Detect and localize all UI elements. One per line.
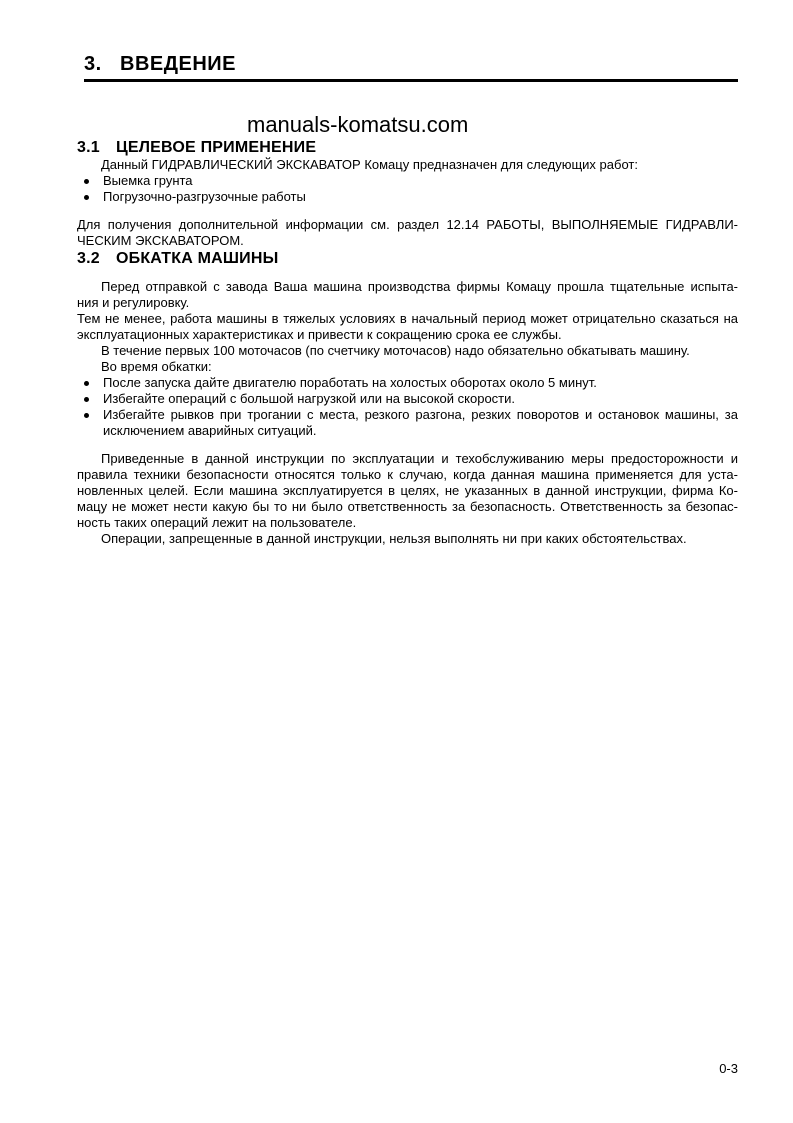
paragraph-liability: [77, 451, 738, 531]
watermark-text: manuals-komatsu.com: [247, 112, 469, 137]
paragraph-more-info: [77, 217, 738, 249]
text-line: Избегайте операций с большой нагрузкой или на высокой скорости.: [103, 391, 516, 406]
text-line: исключением аварийных ситуаций.: [103, 423, 317, 438]
chapter-number: 3.: [84, 53, 102, 75]
list-item-text: [103, 375, 738, 391]
text-line: Избегайте рывков при трогании с места, резкого разгона, резких поворотов и остановок машины, за: [103, 407, 738, 422]
text-line: ЧЕСКИМ ЭКСКАВАТОРОМ.: [77, 233, 244, 248]
text-line: мацу не может нести какую бы то ни было ответственность за безопасность. Ответственность за безопас-: [77, 499, 738, 514]
text-line: Приведенные в данной инструкции по эксплуатации и техобслуживанию меры предосторожности и: [101, 451, 738, 466]
page-number: 0-3: [719, 1061, 738, 1076]
paragraph-forbidden-ops: Операции, запрещенные в данной инструкции, нельзя выполнять ни при каких обстоятельствах.: [101, 531, 687, 546]
section-title: ОБКАТКА МАШИНЫ: [116, 250, 279, 267]
text-line: Для получения дополнительной информации см. раздел 12.14 РАБОТЫ, ВЫПОЛНЯЕМЫЕ ГИДРАВЛИ-: [77, 217, 738, 232]
paragraph-intro-3-1: Данный ГИДРАВЛИЧЕСКИЙ ЭКСКАВАТОР Комацу предназначен для следующих работ:: [101, 157, 638, 172]
section-number: 3.2: [77, 250, 100, 267]
bullet-icon: [84, 381, 89, 386]
bullet-list-3-2: [77, 375, 738, 439]
text-line: правила техники безопасности относятся только к случаю, когда данная машина применяется для уста-: [77, 467, 738, 482]
text-line: После запуска дайте двигателю поработать на холостых оборотах около 5 минут.: [103, 375, 597, 390]
text-line: Перед отправкой с завода Ваша машина производства фирмы Комацу прошла тщательные испыта-: [101, 279, 738, 294]
list-item: [77, 375, 738, 391]
bullet-icon: [84, 397, 89, 402]
text-line: ния и регулировку.: [77, 295, 190, 310]
paragraph-break-in-4: Во время обкатки:: [101, 359, 212, 374]
list-item-text: [103, 407, 738, 439]
section-heading-3-1: [77, 138, 738, 157]
list-item: [77, 173, 738, 189]
list-item: [77, 189, 738, 205]
paragraph-break-in-2: [77, 311, 738, 343]
bullet-list-3-1: [77, 173, 738, 205]
text-line: Тем не менее, работа машины в тяжелых условиях в начальный период может отрицательно сказаться на: [77, 311, 738, 326]
list-item-text: Погрузочно-разгрузочные работы: [103, 189, 306, 204]
text-line: новленных целей. Если машина эксплуатируется в целях, не указанных в данной инструкции, фирма Ко-: [77, 483, 738, 498]
chapter-title: ВВЕДЕНИЕ: [120, 53, 236, 75]
section-title: ЦЕЛЕВОЕ ПРИМЕНЕНИЕ: [116, 139, 317, 156]
list-item-text: [103, 391, 738, 407]
bullet-icon: [84, 179, 89, 184]
list-item: [77, 407, 738, 439]
paragraph-break-in-3: В течение первых 100 моточасов (по счетчику моточасов) надо обязательно обкатывать машину.: [101, 343, 690, 358]
section-number: 3.1: [77, 139, 100, 156]
text-line: ность таких операций лежит на пользователе.: [77, 515, 357, 530]
bullet-icon: [84, 195, 89, 200]
paragraph-break-in-1: [77, 279, 738, 311]
bullet-icon: [84, 413, 89, 418]
list-item: [77, 391, 738, 407]
chapter-heading: [84, 52, 738, 82]
section-heading-3-2: [77, 249, 738, 268]
text-line: эксплуатационных характеристиках и привести к сокращению срока ее службы.: [77, 327, 562, 342]
list-item-text: Выемка грунта: [103, 173, 193, 188]
